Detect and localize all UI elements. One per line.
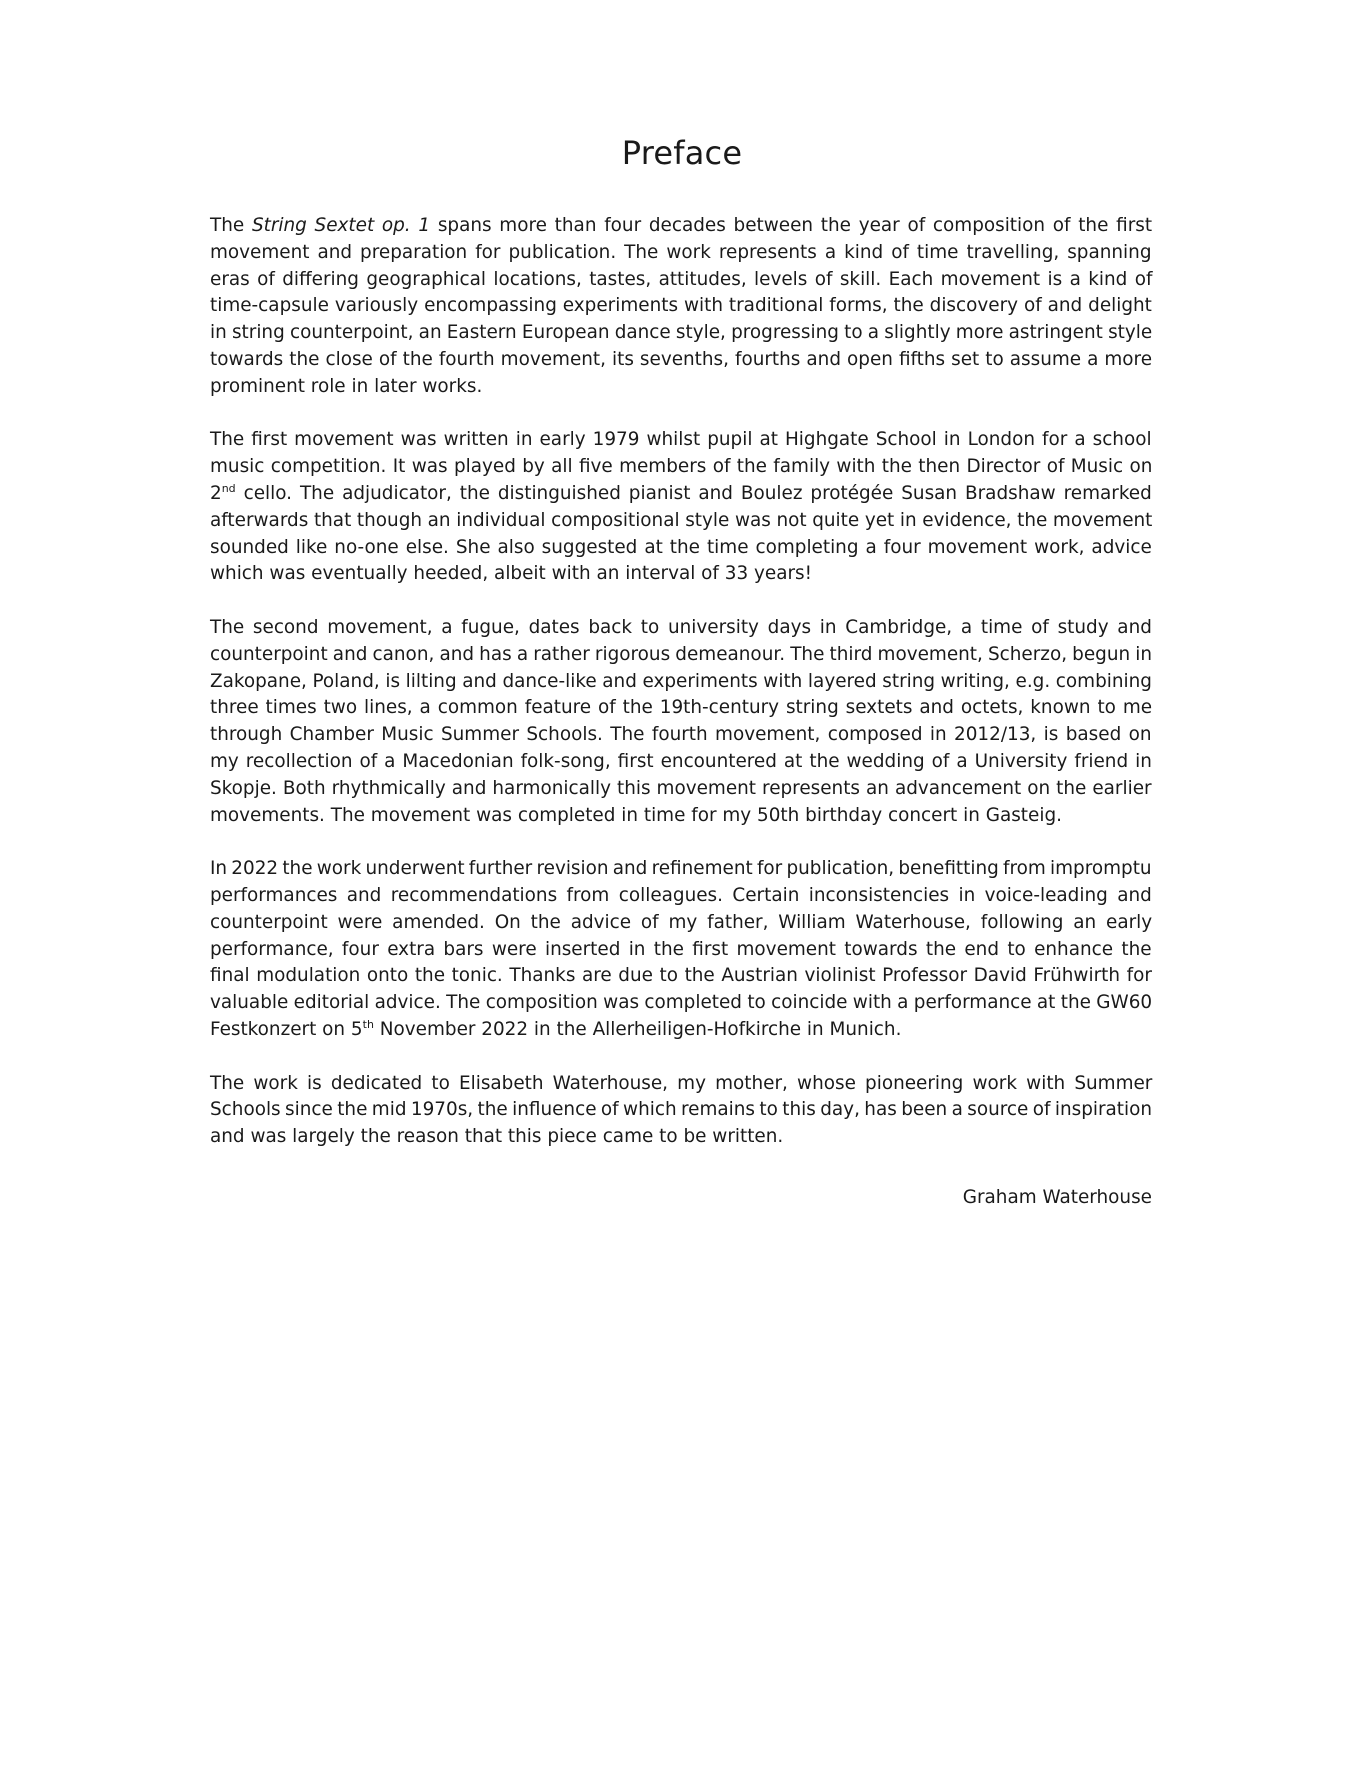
- paragraph: [210, 1071, 1152, 1151]
- text-line: counterpoint were amended. On the advice of my father, William Waterhouse, following an early: [210, 911, 1153, 933]
- page-title: Preface: [621, 134, 743, 172]
- text-line: Skopje. Both rhythmically and harmonically this movement represents an advancement on the earlier: [210, 777, 1152, 799]
- text-line: eras of differing geographical locations, tastes, attitudes, levels of skill. Each movement is a kind of: [210, 268, 1153, 290]
- text-line: sounded like no-one else. She also suggested at the time completing a four movement work, advice: [210, 536, 1152, 558]
- ordinal-suffix: th: [362, 1017, 374, 1031]
- text-line: in string counterpoint, an Eastern European dance style, progressing to a slightly more astringent style: [210, 322, 1153, 344]
- text-line: The first movement was written in early 1979 whilst pupil at Highgate School in London for a school: [210, 429, 1152, 451]
- text-line: afterwards that though an individual compositional style was not quite yet in evidence, the movement: [210, 509, 1153, 531]
- preface-body: [210, 213, 1152, 1178]
- work-title: String Sextet op. 1: [251, 215, 431, 236]
- text-line: final modulation onto the tonic. Thanks are due to the Austrian violinist Professor David Frühwirth for: [210, 965, 1152, 987]
- text-line: performances and recommendations from colleagues. Certain inconsistencies in voice-leading and: [210, 884, 1152, 906]
- text-line: which was eventually heeded, albeit with an interval of 33 years!: [210, 563, 812, 585]
- text-line: and was largely the reason that this piece came to be written.: [210, 1126, 784, 1148]
- text-line: Schools since the mid 1970s, the influence of which remains to this day, has been a source of inspiration: [210, 1099, 1153, 1121]
- text-line: The String Sextet op. 1 spans more than four decades between the year of composition of the first: [210, 215, 1153, 236]
- paragraph: [210, 856, 1152, 1044]
- text-line: my recollection of a Macedonian folk-song, first encountered at the wedding of a University friend in: [210, 750, 1152, 772]
- text-line: time-capsule variously encompassing experiments with traditional forms, the discovery of and delight: [210, 295, 1152, 317]
- text-line: counterpoint and canon, and has a rather rigorous demeanour. The third movement, Scherzo, begun in: [210, 643, 1153, 665]
- text-line: prominent role in later works.: [210, 375, 483, 397]
- text-line: movements. The movement was completed in time for my 50th birthday concert in Gasteig.: [210, 804, 1062, 826]
- text-line: 2nd cello. The adjudicator, the distinguished pianist and Boulez protégée Susan Bradshaw remarked: [210, 481, 1152, 504]
- ordinal-suffix: nd: [221, 481, 236, 495]
- text-line: Festkonzert on 5th November 2022 in the Allerheiligen-Hofkirche in Munich.: [210, 1017, 902, 1040]
- text-line: through Chamber Music Summer Schools. The fourth movement, composed in 2012/13, is based on: [210, 724, 1152, 746]
- text-line: music competition. It was played by all five members of the family with the then Director of Music on: [210, 456, 1153, 478]
- signature: Graham Waterhouse: [962, 1187, 1152, 1208]
- text-line: valuable editorial advice. The composition was completed to coincide with a performance at the GW60: [210, 992, 1153, 1014]
- text-line: Zakopane, Poland, is lilting and dance-like and experiments with layered string writing, e.g. combining: [210, 670, 1152, 692]
- text-line: movement and preparation for publication. The work represents a kind of time travelling, spanning: [210, 241, 1152, 263]
- text-line: The work is dedicated to Elisabeth Waterhouse, my mother, whose pioneering work with Summer: [210, 1072, 1153, 1094]
- text-line: three times two lines, a common feature of the 19th-century string sextets and octets, known to me: [210, 697, 1153, 719]
- paragraph: [210, 615, 1152, 829]
- paragraph: [210, 427, 1152, 588]
- text-line: performance, four extra bars were inserted in the first movement towards the end to enhance the: [210, 938, 1152, 960]
- paragraph: [210, 213, 1152, 401]
- text-line: towards the close of the fourth movement, its sevenths, fourths and open fifths set to assume a more: [210, 348, 1153, 370]
- text-line: The second movement, a fugue, dates back to university days in Cambridge, a time of study and: [210, 616, 1152, 638]
- text-line: In 2022 the work underwent further revision and refinement for publication, benefitting from impromptu: [210, 858, 1152, 880]
